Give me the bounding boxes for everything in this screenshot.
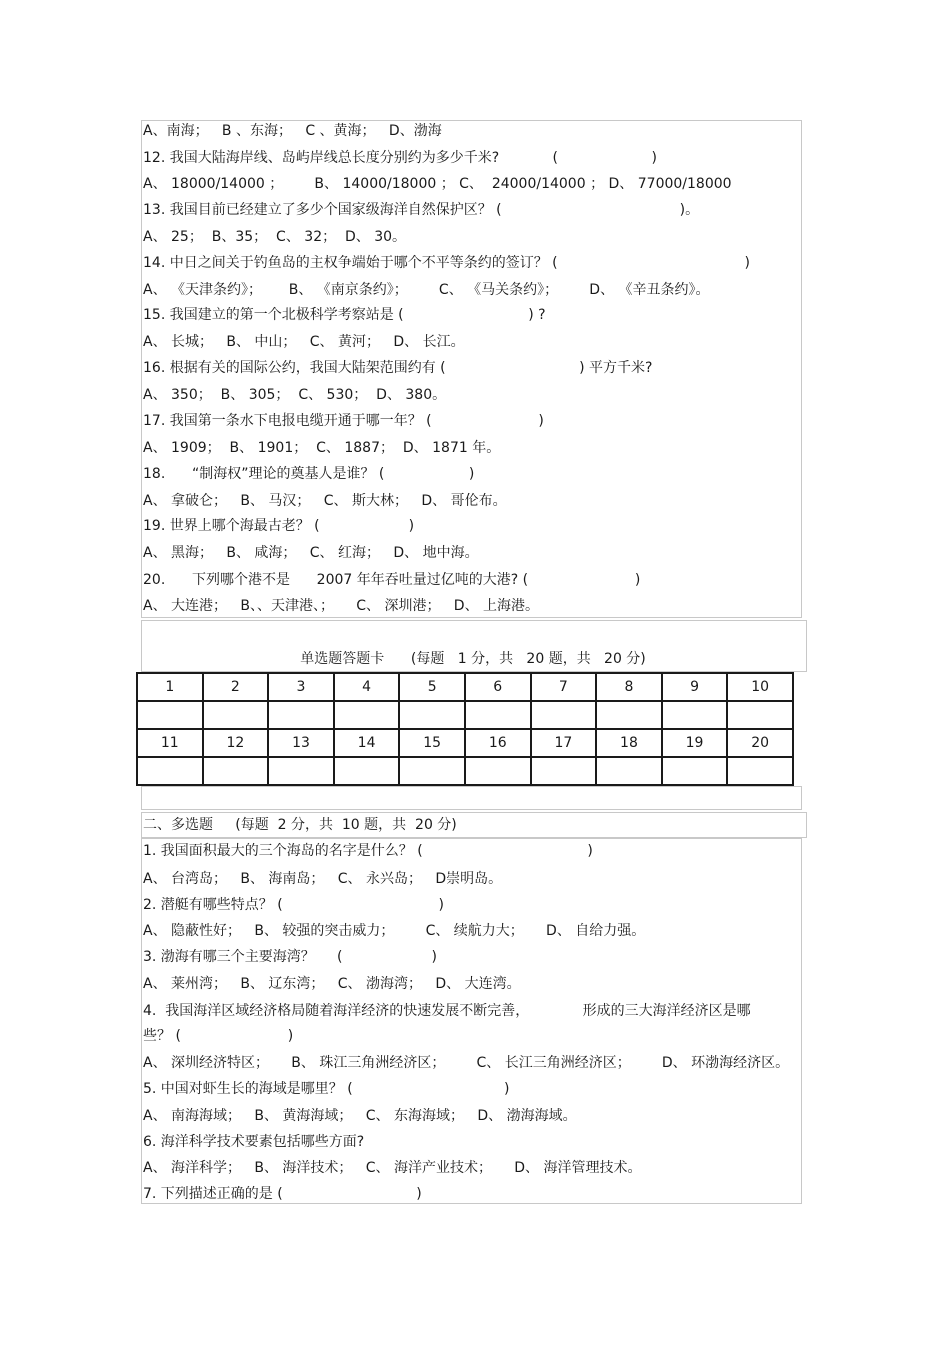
- text-line: 14. 中日之间关于钓鱼岛的主权争端始于哪个不平等条约的签订？ ( ): [143, 255, 750, 271]
- answer-cell[interactable]: [334, 701, 400, 729]
- number-cell: 18: [596, 729, 662, 757]
- text-line: 18. “制海权”理论的奠基人是谁？ ( ): [143, 466, 475, 482]
- number-cell: 2: [203, 673, 269, 701]
- number-cell: 11: [137, 729, 203, 757]
- text-line: A、 深圳经济特区； B、 珠江三角洲经济区； C、 长江三角洲经济区； D、 环渤海经济区。: [143, 1055, 790, 1071]
- number-row: [137, 729, 793, 757]
- number-cell: 9: [662, 673, 728, 701]
- text-line: 6. 海洋科学技术要素包括哪些方面?: [143, 1134, 365, 1150]
- text-line: 16. 根据有关的国际公约，我国大陆架范围约有 ( ) 平方千米?: [143, 360, 653, 376]
- answer-cell[interactable]: [596, 701, 662, 729]
- text-line: A、南海； B 、东海； C 、黄海； D、渤海: [143, 123, 442, 139]
- answer-cell[interactable]: [137, 757, 203, 785]
- answer-cell[interactable]: [531, 757, 597, 785]
- text-line: 15. 我国建立的第一个北极科学考察站是 ( ) ?: [143, 307, 546, 323]
- text-line: 19. 世界上哪个海最古老？ ( ): [143, 518, 415, 534]
- text-line: 17. 我国第一条水下电报电缆开通于哪一年？ ( ): [143, 413, 544, 429]
- text-line: A、 长城； B、 中山； C、 黄河； D、 长江。: [143, 334, 465, 350]
- text-line: 5. 中国对虾生长的海域是哪里？ ( ): [143, 1081, 510, 1097]
- text-line: A、 莱州湾； B、 辽东湾； C、 渤海湾； D、 大连湾。: [143, 976, 521, 992]
- answer-row: [137, 757, 793, 785]
- number-cell: 20: [727, 729, 793, 757]
- answer-cell[interactable]: [727, 757, 793, 785]
- text-line: A、 《天津条约》； B、 《南京条约》； C、 《马关条约》； D、 《辛丑条约》。: [143, 282, 710, 298]
- answer-cell[interactable]: [137, 701, 203, 729]
- number-cell: 16: [465, 729, 531, 757]
- answer-cell[interactable]: [596, 757, 662, 785]
- number-cell: 6: [465, 673, 531, 701]
- answer-cell[interactable]: [268, 757, 334, 785]
- number-cell: 12: [203, 729, 269, 757]
- text-line: A、 25； B、35； C、 32； D、 30。: [143, 229, 407, 245]
- number-cell: 1: [137, 673, 203, 701]
- text-line: A、 18000/14000 ； B、 14000/18000 ； C、 24000/14000 ； D、 77000/18000: [143, 176, 732, 192]
- text-line: 1. 我国面积最大的三个海岛的名字是什么？ ( ): [143, 843, 593, 859]
- number-cell: 8: [596, 673, 662, 701]
- answer-cell[interactable]: [399, 757, 465, 785]
- text-line: 2. 潜艇有哪些特点？ ( ): [143, 897, 444, 913]
- text-line: A、 350； B、 305； C、 530； D、 380。: [143, 387, 447, 403]
- answer-cell[interactable]: [203, 757, 269, 785]
- answer-cell[interactable]: [203, 701, 269, 729]
- answer-card-title: 单选题答题卡 (每题 1 分，共 20 题，共 20 分): [300, 651, 646, 667]
- number-cell: 15: [399, 729, 465, 757]
- number-cell: 13: [268, 729, 334, 757]
- text-line: A、 台湾岛； B、 海南岛； C、 永兴岛； D崇明岛。: [143, 871, 503, 887]
- number-cell: 5: [399, 673, 465, 701]
- number-row: [137, 673, 793, 701]
- answer-cell[interactable]: [662, 701, 728, 729]
- number-cell: 10: [727, 673, 793, 701]
- answer-row: [137, 701, 793, 729]
- number-cell: 7: [531, 673, 597, 701]
- answer-cell[interactable]: [727, 701, 793, 729]
- answer-cell[interactable]: [465, 701, 531, 729]
- text-line: 12. 我国大陆海岸线、岛屿岸线总长度分别约为多少千米? ( ): [143, 150, 657, 166]
- text-line: A、 1909； B、 1901； C、 1887； D、 1871 年。: [143, 440, 501, 456]
- number-cell: 3: [268, 673, 334, 701]
- number-cell: 14: [334, 729, 400, 757]
- text-line: 4. 我国海洋区域经济格局随着海洋经济的快速发展不断完善， 形成的三大海洋经济区是哪: [143, 1003, 751, 1019]
- number-cell: 4: [334, 673, 400, 701]
- text-line: 些？ ( ): [143, 1028, 294, 1044]
- answer-card-grid: [136, 672, 794, 786]
- section2-title: 二、多选题 (每题 2 分，共 10 题，共 20 分): [143, 817, 457, 833]
- text-line: A、 大连港； B、、天津港、； C、 深圳港； D、 上海港。: [143, 598, 540, 614]
- answer-cell[interactable]: [399, 701, 465, 729]
- text-line: A、 海洋科学； B、 海洋技术； C、 海洋产业技术； D、 海洋管理技术。: [143, 1160, 642, 1176]
- spacer-frame: [141, 786, 802, 810]
- text-line: A、 黑海； B、 咸海； C、 红海； D、 地中海。: [143, 545, 479, 561]
- text-line: 3. 渤海有哪三个主要海湾？ ( ): [143, 949, 437, 965]
- text-line: 20. 下列哪个港不是 2007 年年吞吐量过亿吨的大港? ( ): [143, 572, 641, 588]
- answer-cell[interactable]: [662, 757, 728, 785]
- answer-cell[interactable]: [465, 757, 531, 785]
- text-line: 7. 下列描述正确的是 ( ): [143, 1186, 422, 1202]
- answer-cell[interactable]: [334, 757, 400, 785]
- text-line: A、 拿破仑； B、 马汉； C、 斯大林； D、 哥伦布。: [143, 493, 507, 509]
- answer-cell[interactable]: [531, 701, 597, 729]
- text-line: A、 南海海域； B、 黄海海域； C、 东海海域； D、 渤海海域。: [143, 1108, 577, 1124]
- number-cell: 17: [531, 729, 597, 757]
- text-line: A、 隐蔽性好； B、 较强的突击威力； C、 续航力大； D、 自给力强。: [143, 923, 646, 939]
- answer-cell[interactable]: [268, 701, 334, 729]
- text-line: 13. 我国目前已经建立了多少个国家级海洋自然保护区？ ( )。: [143, 202, 700, 218]
- number-cell: 19: [662, 729, 728, 757]
